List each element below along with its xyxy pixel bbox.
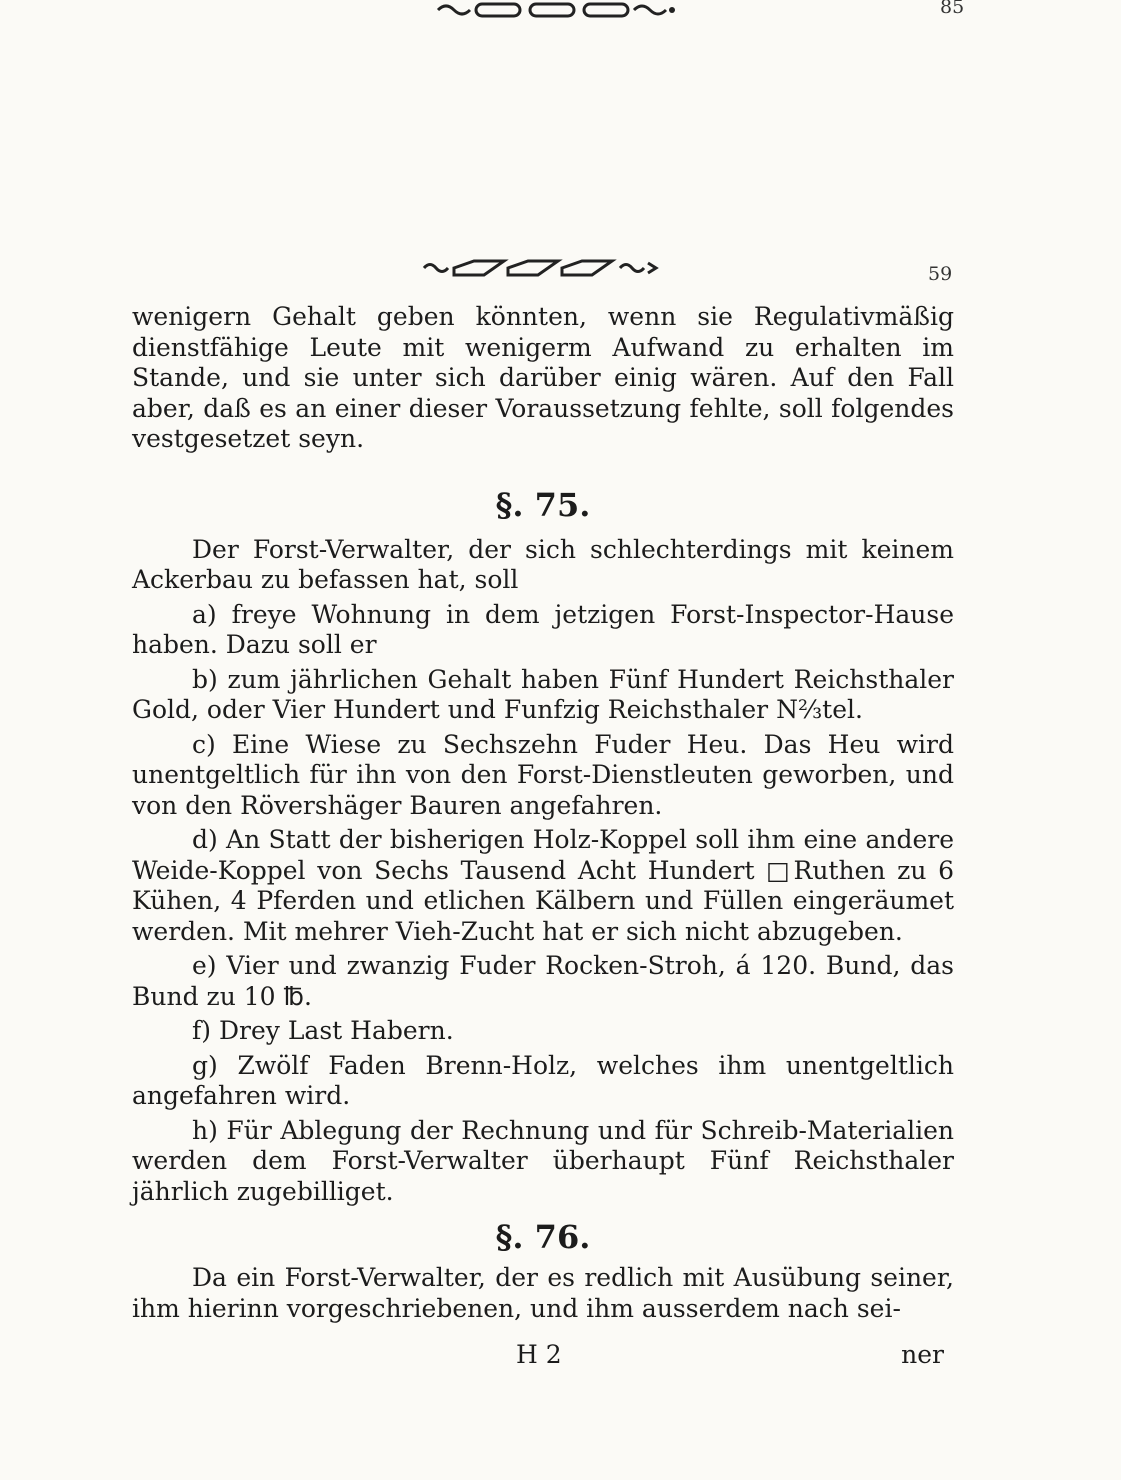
list-item-f: f) Drey Last Habern. — [192, 1016, 454, 1045]
section-76-heading: §. 76. — [495, 1218, 591, 1256]
header-ornament-icon — [420, 257, 666, 279]
list-item-a: a) freye Wohnung in dem jetzigen Forst-Inspector-Hause haben. Dazu soll er — [132, 599, 954, 659]
list-item-d: d) An Statt der bisherigen Holz-Koppel soll ihm eine andere Weide-Koppel von Sechs Tausend Acht Hundert □Ruthen zu 6 Kühen, 4 Pferden und etlichen Kälbern und Füllen eingeräumet werden. Mit mehrer Vieh-Zucht hat er sich nicht abzugeben. — [132, 825, 954, 946]
list-item-c: c) Eine Wiese zu Sechszehn Fuder Heu. Das Heu wird unentgeltlich für ihn von den Forst-Dienstleuten geworben, und von den Rövershäger Bauren angefahren. — [132, 729, 954, 820]
section-75-lead: Der Forst-Verwalter, der sich schlechterdings mit keinem Ackerbau zu befassen hat, soll — [132, 534, 954, 594]
list-item-g: g) Zwölf Faden Brenn-Holz, welches ihm unentgeltlich angefahren wird. — [132, 1050, 954, 1110]
body-text — [132, 302, 954, 1324]
section-75-heading: §. 75. — [495, 485, 591, 524]
intro-paragraph: wenigern Gehalt geben könnten, wenn sie Regulativmäßig dienstfähige Leute mit wenigerm Aufwand zu erhalten im Stande, und sie unter sich darüber einig wären. Auf den Fall aber, daß es an einer dieser Voraussetzung fehlte, soll folgendes vestgesetzet seyn. — [132, 302, 954, 453]
list-item-e: e) Vier und zwanzig Fuder Rocken-Stroh, á 120. Bund, das Bund zu 10 ℔. — [132, 951, 954, 1011]
previous-page-number: 85 — [940, 0, 965, 18]
list-item-b: b) zum jährlichen Gehalt haben Fünf Hundert Reichsthaler Gold, oder Vier Hundert und Funfzig Reichsthaler N⅔tel. — [132, 664, 954, 724]
page-number: 59 — [928, 263, 953, 285]
catchword: ner — [901, 1340, 944, 1369]
section-76-lead: Da ein Forst-Verwalter, der es redlich mit Ausübung seiner, ihm hierinn vorgeschriebenen, und ihm ausserdem nach sei- — [132, 1263, 954, 1323]
signature-mark: H 2 — [516, 1340, 562, 1369]
list-item-h: h) Für Ablegung der Rechnung und für Schreib-Materialien werden dem Forst-Verwalter überhaupt Fünf Reichsthaler jährlich zugebilliget. — [132, 1115, 954, 1206]
top-ornament-icon — [432, 0, 678, 20]
